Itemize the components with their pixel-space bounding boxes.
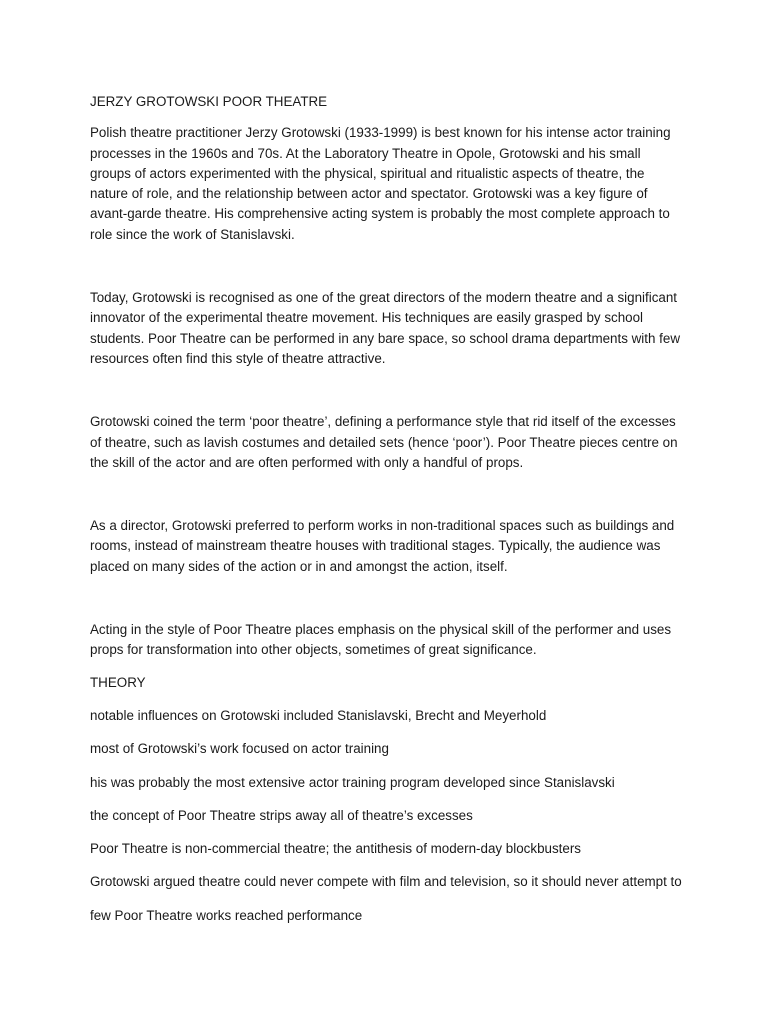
theory-item: most of Grotowski’s work focused on actor training bbox=[90, 741, 389, 757]
paragraph-spacer bbox=[90, 369, 682, 412]
paragraph-acting-style: Acting in the style of Poor Theatre places emphasis on the physical skill of the performer and uses props for transformation into other objects, sometimes of great significance. bbox=[90, 622, 672, 658]
theory-item: Poor Theatre is non-commercial theatre; the antithesis of modern-day blockbusters bbox=[90, 841, 581, 857]
paragraph-poor-theatre-term: Grotowski coined the term ‘poor theatre’, defining a performance style that rid itself of the excesses of theatre, such as lavish costumes and detailed sets (hence ‘poor’). Poor Theatre pieces centre on the skill of the actor and are often performed with only a handful of props. bbox=[90, 414, 678, 470]
theory-item: Grotowski argued theatre could never compete with film and television, so it should never attempt to bbox=[90, 874, 682, 890]
paragraph-intro: Polish theatre practitioner Jerzy Grotowski (1933-1999) is best known for his intense actor training processes in the 1960s and 70s. At the Laboratory Theatre in Opole, Grotowski and his small groups of actors experimented with the physical, spiritual and ritualistic aspects of theatre, the nature of role, and the relationship between actor and spectator. Grotowski was a key figure of avant-garde theatre. His comprehensive acting system is probably the most complete approach to role since the work of Stanislavski. bbox=[90, 125, 671, 242]
paragraph-spacer bbox=[90, 661, 682, 673]
theory-item: notable influences on Grotowski included Stanislavski, Brecht and Meyerhold bbox=[90, 707, 547, 723]
theory-item: the concept of Poor Theatre strips away all of theatre’s excesses bbox=[90, 807, 473, 823]
paragraph-today: Today, Grotowski is recognised as one of the great directors of the modern theatre and a significant innovator of the experimental theatre movement. His techniques are easily grasped by school students. Poor Theatre can be performed in any bare space, so school drama departments with few resources often find this style of theatre attractive. bbox=[90, 290, 681, 366]
document-body bbox=[90, 92, 682, 939]
section-heading-theory: THEORY bbox=[90, 674, 146, 690]
theory-item: his was probably the most extensive actor training program developed since Stanislavski bbox=[90, 774, 615, 790]
theory-item: few Poor Theatre works reached performance bbox=[90, 907, 363, 923]
paragraph-spacer bbox=[90, 245, 682, 288]
paragraph-spacer bbox=[90, 473, 682, 516]
paragraph-director-spaces: As a director, Grotowski preferred to perform works in non-traditional spaces such as buildings and rooms, instead of mainstream theatre houses with traditional stages. Typically, the audience was placed on many sides of the action or in and amongst the action, itself. bbox=[90, 518, 675, 574]
document-title: JERZY GROTOWSKI POOR THEATRE bbox=[90, 94, 328, 109]
paragraph-spacer bbox=[90, 577, 682, 620]
